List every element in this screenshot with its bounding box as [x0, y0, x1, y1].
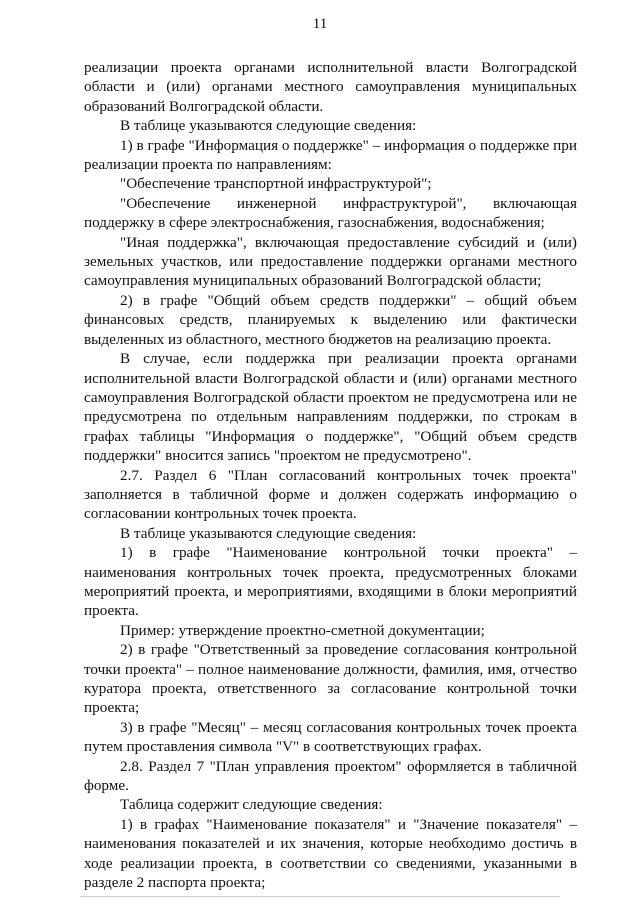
paragraph: 1) в графах "Наименование показателя" и "Значение показателя" – наименования показателей и их значения, которые необходимо достичь в ходе реализации проекта, в соответствии со сведениями, указанными в разделе 2 паспорта проекта; [84, 815, 577, 892]
page-number: 11 [312, 16, 328, 32]
paragraph: 2) в графе "Общий объем средств поддержки" – общий объем финансовых средств, планируемых к выделению или фактически выделенных из областного, местного бюджетов на реализацию проекта. [84, 291, 577, 348]
paragraph: В таблице указываются следующие сведения: [120, 524, 417, 542]
paragraph: 2.7. Раздел 6 "План согласований контрольных точек проекта" заполняется в табличной форме и должен содержать информацию о согласовании контрольных точек проекта. [84, 466, 577, 523]
paragraph: В случае, если поддержка при реализации проекта органами исполнительной власти Волгоградской области и (или) органами местного самоуправления Волгоградской области проектом не предусмотрена или не предусмотрена по отдельным направлениям поддержки, по строкам в графах таблицы "Информация о поддержке", "Общий объем средств поддержки" вносится запись "проектом не предусмотрено". [84, 350, 577, 465]
paragraph: 3) в графе "Месяц" – месяц согласования контрольных точек проекта путем проставления символа "V" в соответствующих графах. [84, 718, 577, 756]
paragraph: 1) в графе "Наименование контрольной точки проекта" – наименования контрольных точек проекта, предусмотренных блоками мероприятий проекта, и мероприятиями, входящими в блоки мероприятий проекта. [84, 544, 577, 620]
paragraph: "Иная поддержка", включающая предоставление субсидий и (или) земельных участков, или предоставление поддержки органами местного самоуправления муниципальных образований Волгоградской области; [84, 233, 577, 290]
paragraph: Таблица содержит следующие сведения: [120, 796, 383, 814]
paragraph: В таблице указываются следующие сведения: [120, 117, 417, 135]
paragraph: 2.8. Раздел 7 "План управления проектом" оформляется в табличной форме. [84, 757, 577, 795]
paragraph: "Обеспечение инженерной инфраструктурой", включающая поддержку в сфере электроснабжения, газоснабжения, водоснабжения; [84, 194, 577, 232]
paragraph: "Обеспечение транспортной инфраструктурой"; [120, 175, 432, 193]
scan-edge-line [80, 896, 560, 897]
paragraph: 1) в графе "Информация о поддержке" – информация о поддержке при реализации проекта по направлениям: [84, 136, 577, 174]
paragraph: Пример: утверждение проектно-сметной документации; [120, 621, 485, 639]
paragraph: 2) в графе "Ответственный за проведение согласования контрольной точки проекта" – полное наименование должности, фамилия, имя, отчество куратора проекта, ответственного за согласование контрольной точки проекта; [84, 641, 577, 717]
document-body [84, 58, 577, 892]
paragraph: реализации проекта органами исполнительной власти Волгоградской области и (или) органами местного самоуправления муниципальных образований Волгоградской области. [84, 59, 577, 115]
